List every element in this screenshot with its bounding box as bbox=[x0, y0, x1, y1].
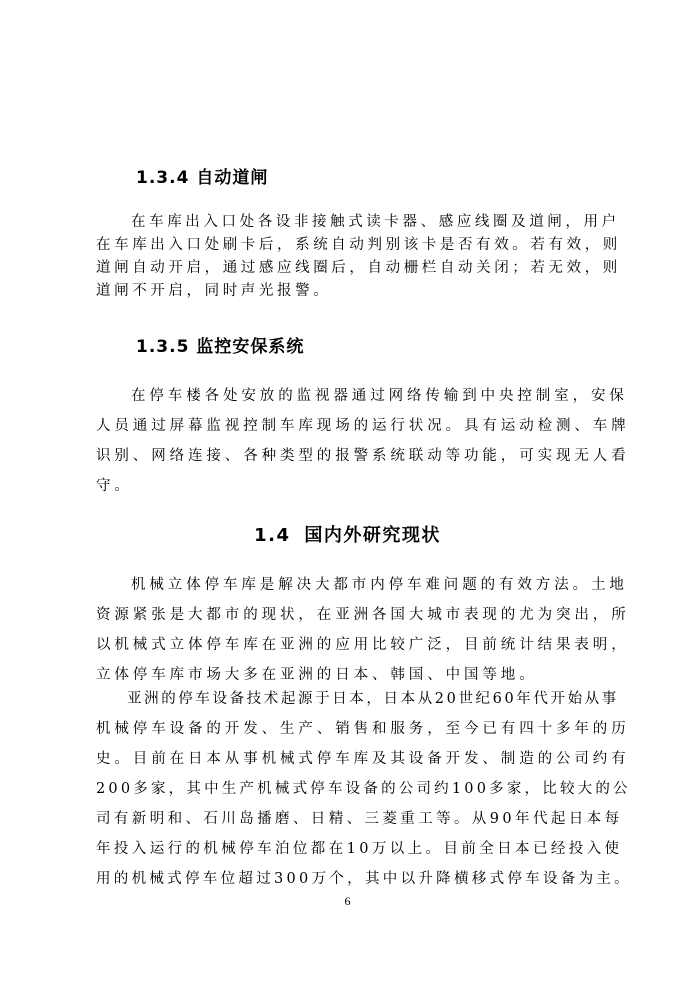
text-line: 资源紧张是大都市的现状，在亚洲各国大城市表现的尤为突出，所 bbox=[96, 607, 630, 623]
heading-number: 1.3.5 bbox=[136, 337, 190, 357]
section-heading-1-4 bbox=[0, 521, 695, 547]
heading-title: 国内外研究现状 bbox=[304, 525, 441, 546]
heading-number: 1.4 bbox=[254, 525, 291, 546]
section-heading-1-3-4 bbox=[136, 163, 268, 188]
text-line: 在停车楼各处安放的监视器通过网络传输到中央控制室，安保 bbox=[131, 388, 628, 404]
paragraph-auto-barrier bbox=[96, 211, 636, 303]
text-line: 立体停车库市场大多在亚洲的日本、韩国、中国等地。 bbox=[96, 667, 538, 683]
page-number: 6 bbox=[344, 894, 351, 908]
text-line: 在车库出入口处各设非接触式读卡器、感应线圈及道闸，用户 bbox=[131, 214, 620, 230]
text-line: 200多家，其中生产机械式停车设备的公司约100多家，比较大的公 bbox=[96, 781, 631, 797]
text-line: 道闸自动开启，通过感应线圈后，自动栅栏自动关闭；若无效，则 bbox=[96, 260, 621, 276]
text-line: 史。目前在日本从事机械式停车库及其设备开发、制造的公司约有 bbox=[96, 751, 630, 767]
text-line: 司有新明和、石川岛播磨、日精、三菱重工等。从90年代起日本每 bbox=[96, 811, 623, 827]
paragraph-research-status-1 bbox=[96, 570, 636, 690]
section-heading-1-3-5 bbox=[136, 332, 304, 357]
text-line: 人员通过屏幕监视控制车库现场的运行状况。具有运动检测、车牌 bbox=[96, 418, 630, 434]
text-line: 年投入运行的机械停车泊位都在10万以上。目前全日本已经投入使 bbox=[96, 841, 623, 857]
heading-number: 1.3.4 bbox=[136, 168, 190, 188]
paragraph-security-monitoring bbox=[96, 381, 636, 501]
heading-title: 监控安保系统 bbox=[196, 337, 305, 357]
text-line: 用的机械式停车位超过300万个，其中以升降横移式停车设备为主。 bbox=[96, 871, 632, 887]
text-line: 亚洲的停车设备技术起源于日本，日本从20世纪60年代开始从事 bbox=[127, 691, 619, 707]
text-line: 在车库出入口处刷卡后，系统自动判别该卡是否有效。若有效，则 bbox=[96, 237, 621, 253]
text-line: 守。 bbox=[96, 478, 133, 494]
text-line: 机械立体停车库是解决大都市内停车难问题的有效方法。土地 bbox=[131, 577, 628, 593]
text-line: 以机械式立体停车库在亚洲的应用比较广泛，目前统计结果表明， bbox=[96, 637, 630, 653]
heading-title: 自动道闸 bbox=[196, 168, 269, 188]
text-line: 识别、网络连接、各种类型的报警系统联动等功能，可实现无人看 bbox=[96, 448, 630, 464]
paragraph-research-status-2 bbox=[96, 684, 636, 894]
text-line: 道闸不开启，同时声光报警。 bbox=[96, 283, 332, 299]
text-line: 机械停车设备的开发、生产、销售和服务，至今已有四十多年的历 bbox=[96, 721, 630, 737]
